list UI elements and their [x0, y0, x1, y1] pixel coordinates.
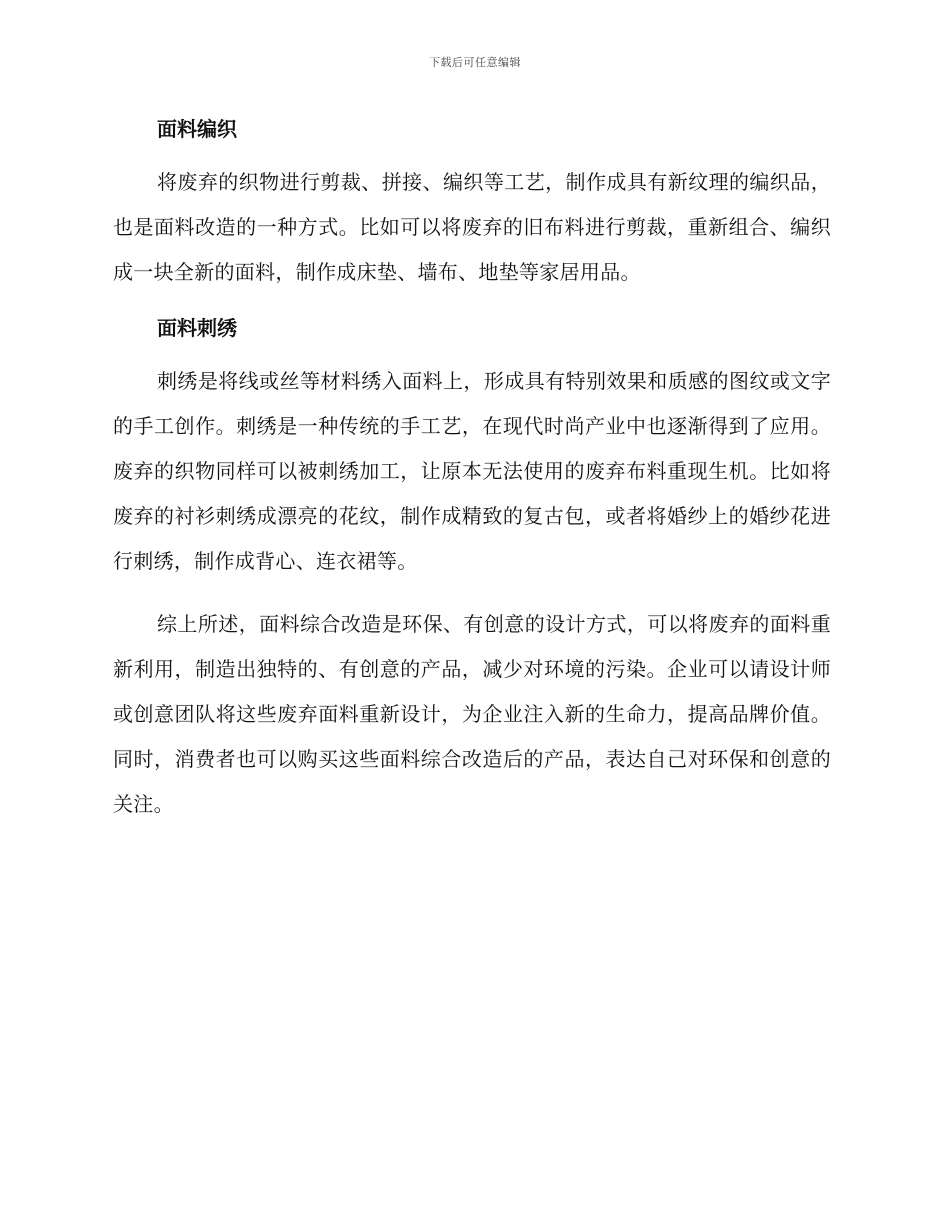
document-body	[113, 114, 831, 845]
section-heading-weaving: 面料编织	[157, 117, 237, 141]
paragraph-weaving: 将废弃的织物进行剪裁、拼接、编织等工艺，制作成具有新纹理的编织品，也是面料改造的一种方式。比如可以将废弃的旧布料进行剪裁，重新组合、编织成一块全新的面料，制作成床垫、墙布、地垫等家居用品。	[113, 170, 831, 284]
paragraph-embroidery: 刺绣是将线或丝等材料绣入面料上，形成具有特别效果和质感的图纹或文字的手工创作。刺绣是一种传统的手工艺，在现代时尚产业中也逐渐得到了应用。废弃的织物同样可以被刺绣加工，让原本无法使用的废弃布料重现生机。比如将废弃的衬衫刺绣成漂亮的花纹，制作成精致的复古包，或者将婚纱上的婚纱花进行刺绣，制作成背心、连衣裙等。	[113, 369, 831, 573]
section-heading-embroidery: 面料刺绣	[157, 316, 237, 340]
page-header: 下载后可任意编辑	[429, 56, 521, 69]
paragraph-conclusion: 综上所述，面料综合改造是环保、有创意的设计方式，可以将废弃的面料重新利用，制造出独特的、有创意的产品，减少对环境的污染。企业可以请设计师或创意团队将这些废弃面料重新设计，为企业注入新的生命力，提高品牌价值。同时，消费者也可以购买这些面料综合改造后的产品，表达自己对环保和创意的关注。	[113, 612, 831, 816]
